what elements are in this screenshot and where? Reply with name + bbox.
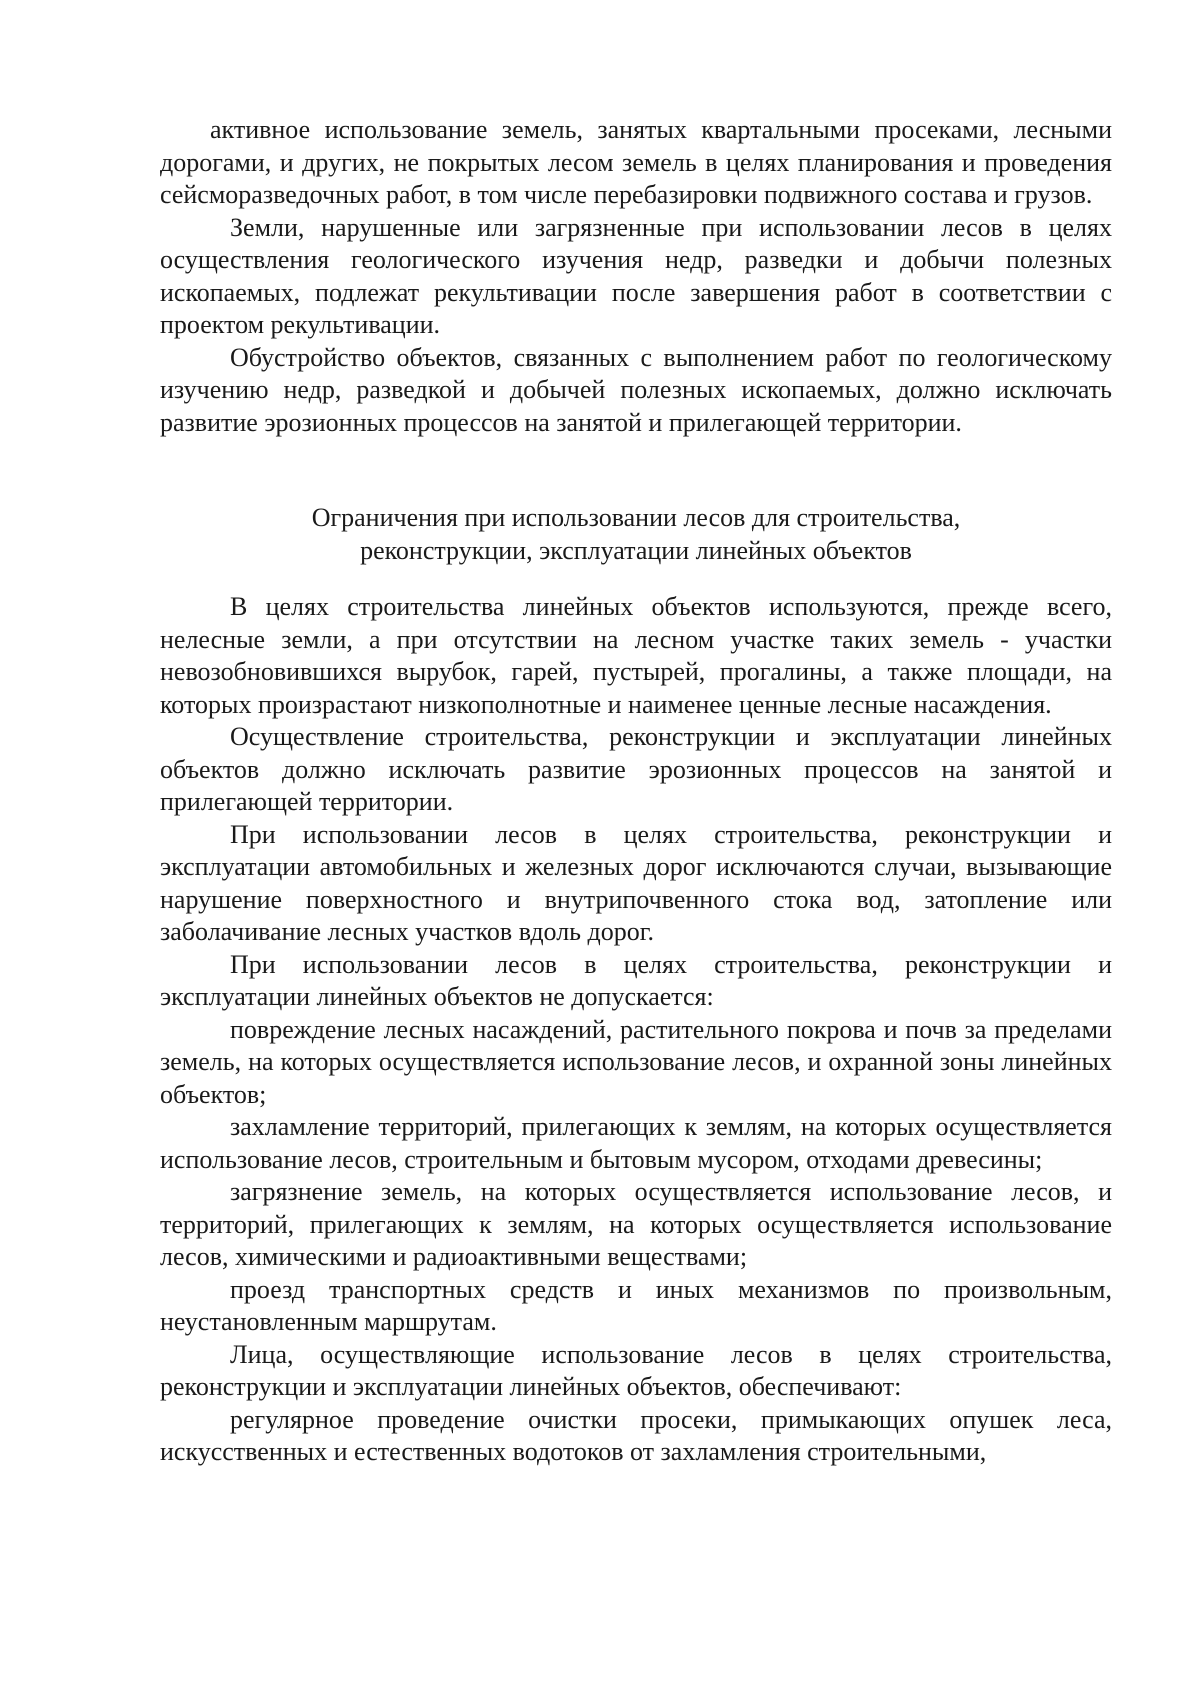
paragraph-obligations-intro: Лица, осуществляющие использование лесов в целях строительства, реконструкции и эксплуатации линейных объектов, обеспечивают: <box>160 1339 1112 1401</box>
paragraph-not-allowed-intro: При использовании лесов в целях строительства, реконструкции и эксплуатации линейных объектов не допускается: <box>160 949 1112 1011</box>
paragraph-land-reclamation: Земли, нарушенные или загрязненные при использовании лесов в целях осуществления геологического изучения недр, разведки и добычи полезных ископаемых, подлежат рекультивации после завершения работ в соответствии с проектом рекультивации. <box>160 212 1112 339</box>
list-item-vehicle-passage: проезд транспортных средств и иных механизмов по произвольным, неустановленным маршрутам. <box>160 1274 1112 1336</box>
list-item-clearing: регулярное проведение очистки просеки, примыкающих опушек леса, искусственных и естественных водотоков от захламления строительными, <box>160 1404 1112 1466</box>
list-item-damage: повреждение лесных насаждений, растительного покрова и почв за пределами земель, на которых осуществляется использование лесов, и охранной зоны линейных объектов; <box>160 1014 1112 1109</box>
list-item-pollution: загрязнение земель, на которых осуществляется использование лесов, и территорий, прилегающих к землям, на которых осуществляется использование лесов, химическими и радиоактивными веществами; <box>160 1177 1112 1271</box>
list-item-littering: захламление территорий, прилегающих к землям, на которых осуществляется использование лесов, строительным и бытовым мусором, отходами древесины; <box>160 1112 1112 1174</box>
paragraph-seismic-land-use: активное использование земель, занятых квартальными просеками, лесными дорогами, и других, не покрытых лесом земель в целях планирования и проведения сейсморазведочных работ, в том числе перебазировки подвижного состава и грузов. <box>160 115 1112 209</box>
paragraph-roads-water-flow: При использовании лесов в целях строительства, реконструкции и эксплуатации автомобильных и железных дорог исключаются случаи, вызывающие нарушение поверхностного и внутрипочвенного стока вод, затопление или заболачивание лесных участков вдоль дорог. <box>160 819 1112 946</box>
section-linear-objects <box>160 591 1112 1469</box>
heading-line-2: реконструкции, эксплуатации линейных объектов <box>360 535 912 565</box>
paragraph-erosion-geology: Обустройство объектов, связанных с выполнением работ по геологическому изучению недр, разведкой и добычей полезных ископаемых, должно исключать развитие эрозионных процессов на занятой и прилегающей территории. <box>160 342 1112 437</box>
heading-line-1: Ограничения при использовании лесов для строительства, <box>311 503 961 532</box>
paragraph-non-forest-lands: В целях строительства линейных объектов используются, прежде всего, нелесные земли, а при отсутствии на лесном участке таких земель - участки невозобновившихся вырубок, гарей, пустырей, прогалины, а также площади, на которых произрастают низкополнотные и наименее ценные лесные насаждения. <box>160 592 1112 719</box>
paragraph-erosion-linear: Осуществление строительства, реконструкции и эксплуатации линейных объектов должно исключать развитие эрозионных процессов на занятой и прилегающей территории. <box>160 722 1112 816</box>
section-intro <box>160 114 1112 439</box>
section-heading <box>160 502 1112 567</box>
